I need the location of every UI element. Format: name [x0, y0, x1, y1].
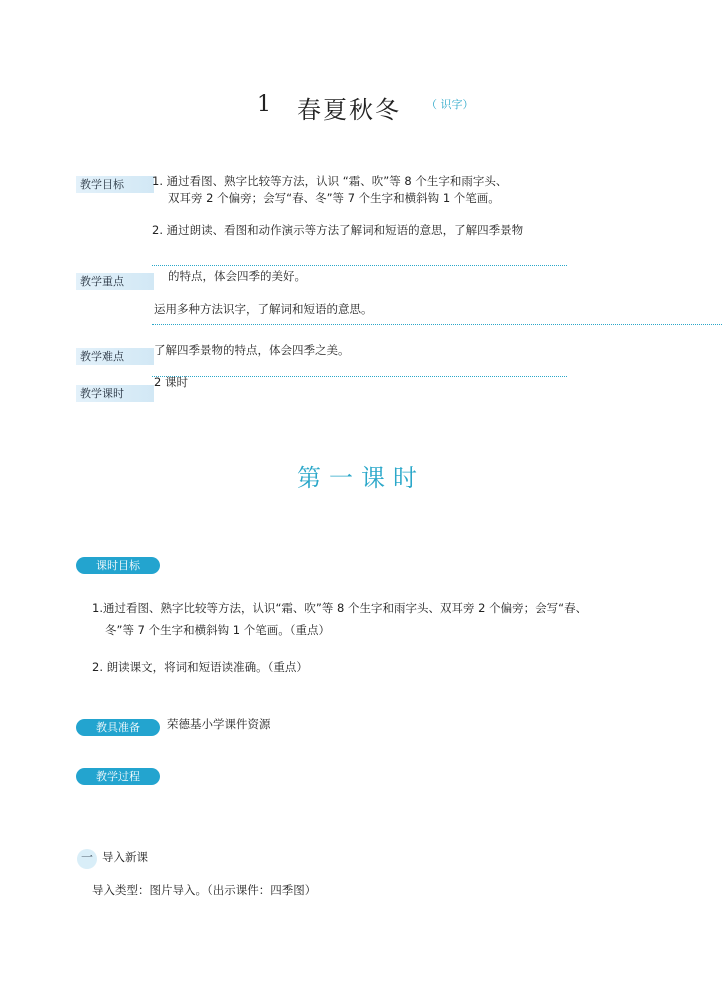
step-title: 导入新课 [102, 850, 148, 864]
process-label: 教学过程 [76, 768, 160, 785]
divider [152, 324, 722, 325]
period-goal-1-line1: 1.通过看图、熟字比较等方法，认识“霜、吹”等 8 个生字和雨字头、双耳旁 2 个偏旁；会写“春、 [92, 601, 588, 615]
period-goal-1-line2: 冬”等 7 个生字和横斜钩 1 个笔画。（重点） [105, 623, 330, 637]
difficulty-text: 了解四季景物的特点，体会四季之美。 [154, 343, 350, 357]
key-label: 教学重点 [76, 273, 154, 290]
step-number-badge: 一 [77, 849, 97, 869]
lesson-tag: （ 识字） [426, 98, 474, 111]
section-title: 第一课时 [297, 464, 425, 492]
goal-2-line1: 2. 通过朗读、看图和动作演示等方法了解词和短语的意思，了解四季景物 [152, 223, 524, 237]
hours-label: 教学课时 [76, 385, 154, 402]
prep-text: 荣德基小学课件资源 [167, 717, 271, 731]
difficulty-label: 教学难点 [76, 348, 154, 365]
key-text: 运用多种方法识字，了解词和短语的意思。 [154, 302, 373, 316]
period-goals-label: 课时目标 [76, 557, 160, 574]
goal-1-line2: 双耳旁 2 个偏旁；会写“春、冬”等 7 个生字和横斜钩 1 个笔画。 [168, 191, 500, 205]
goal-2-line2: 的特点，体会四季的美好。 [168, 269, 306, 283]
step-text: 导入类型：图片导入。（出示课件：四季图） [92, 883, 317, 897]
divider [152, 376, 567, 377]
lesson-title: 春夏秋冬 [297, 96, 401, 124]
goals-label: 教学目标 [76, 176, 154, 193]
lesson-number: 1 [257, 92, 271, 117]
prep-label: 教具准备 [76, 719, 160, 736]
period-goal-2: 2. 朗读课文，将词和短语读准确。（重点） [92, 660, 308, 674]
divider [152, 265, 567, 266]
goal-1-line1: 1. 通过看图、熟字比较等方法，认识 “霜、吹”等 8 个生字和雨字头、 [152, 174, 508, 188]
hours-text: 2 课时 [154, 375, 188, 389]
